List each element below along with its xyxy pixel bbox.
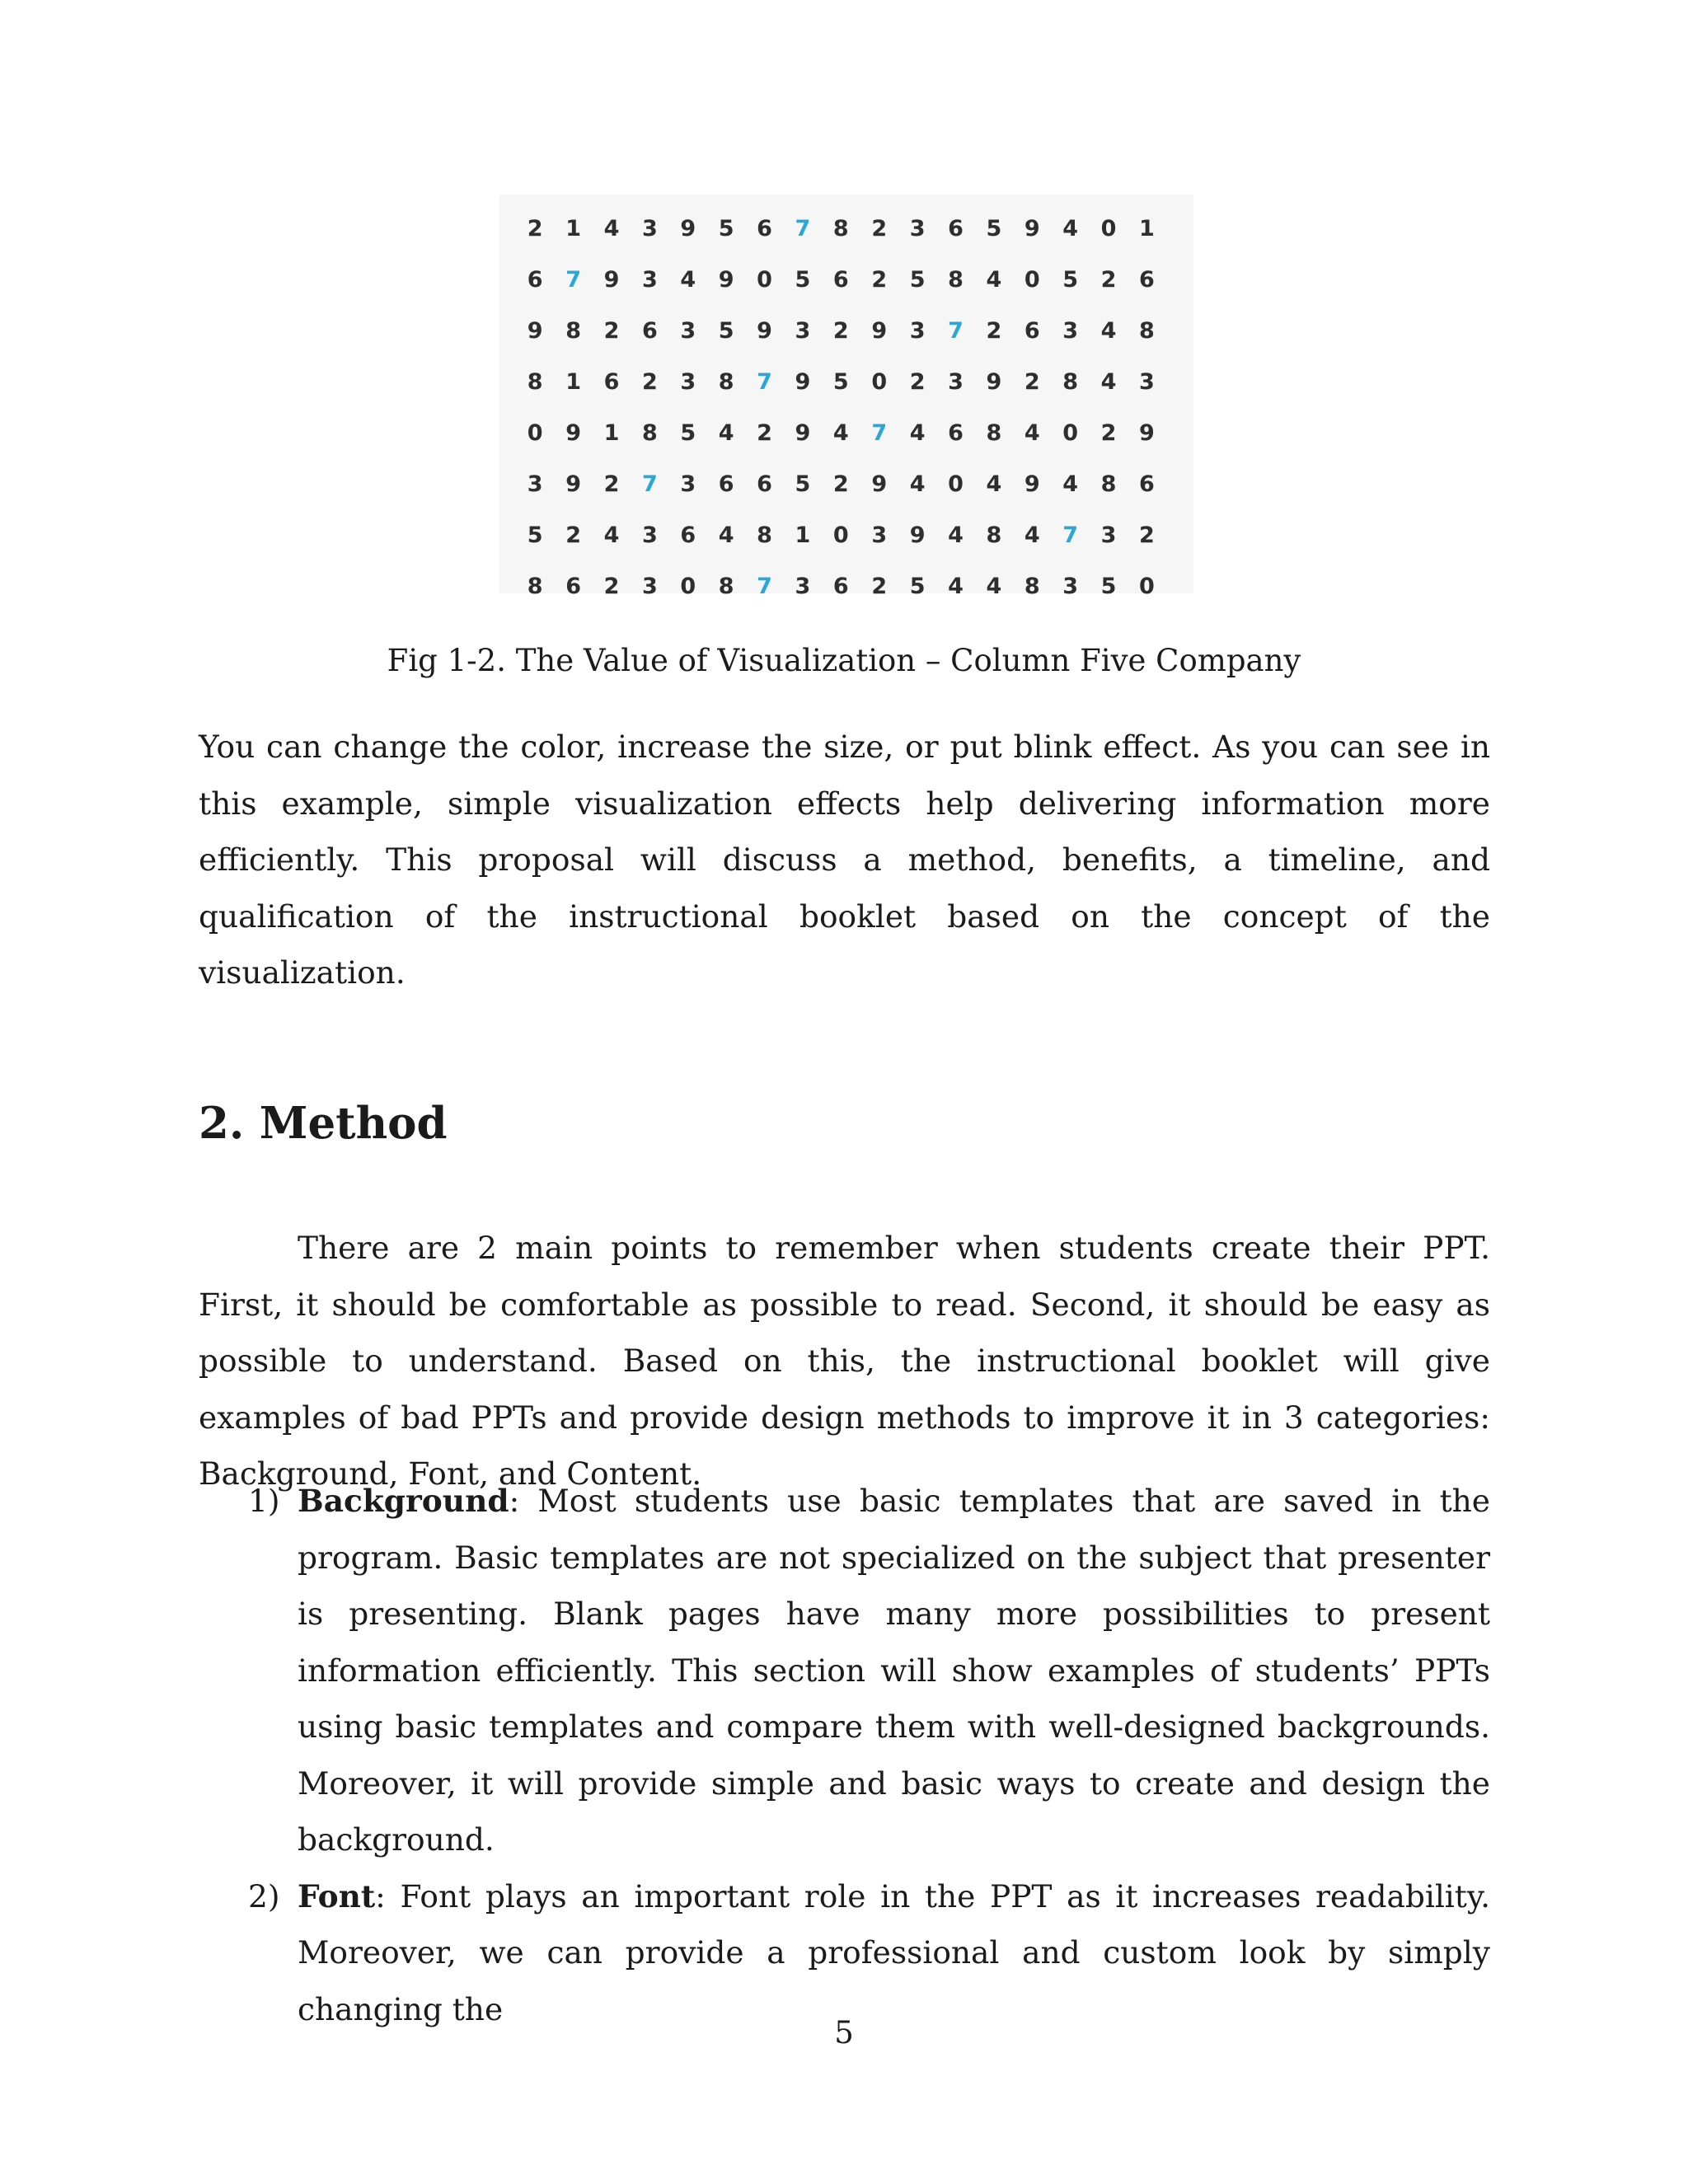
grid-digit: 8 [641,419,658,446]
grid-digit: 6 [718,471,734,497]
grid-digit: 4 [986,573,1002,599]
grid-digit: 9 [795,368,811,395]
grid-digit: 0 [948,471,964,497]
grid-digit: 4 [909,419,926,446]
grid-digit: 4 [718,522,734,548]
grid-digit: 0 [1062,419,1079,446]
grid-digit: 8 [527,368,543,395]
grid-digit: 6 [1139,266,1155,293]
grid-digit: 4 [832,419,849,446]
list-item [199,1868,1490,2038]
grid-digit: 9 [871,471,888,497]
grid-digit: 9 [757,317,772,344]
grid-digit: 2 [986,317,1002,344]
grid-digit: 6 [948,419,964,446]
grid-digit: 1 [603,419,620,446]
grid-digit: 3 [1100,522,1117,548]
grid-digit: 4 [718,419,734,446]
grid-digit: 5 [832,368,849,395]
grid-digit: 5 [718,215,734,241]
grid-digit: 3 [641,522,658,548]
intro-paragraph: You can change the color, increase the size, or put blink effect. As you can see in this example, simple visualization effects help delivering information more efficiently. This proposal will discuss a method, benefits, a timeline, and qualification of the instructional booklet based on the concept of the visualization. [199,729,1490,991]
grid-digit: 6 [680,522,696,548]
grid-digit: 2 [832,471,849,497]
grid-digit: 2 [603,471,620,497]
grid-digit: 9 [718,266,734,293]
grid-digit: 9 [680,215,696,241]
grid-digit: 5 [986,215,1002,241]
grid-digit: 6 [1024,317,1040,344]
list-item [199,1473,1490,1868]
grid-digit: 2 [757,419,772,446]
grid-digit: 6 [641,317,658,344]
grid-digit: 6 [832,266,849,293]
grid-digit: 6 [527,266,543,293]
grid-digit: 9 [527,317,543,344]
list-item-number: 2) [248,1877,280,1915]
grid-digit: 2 [909,368,926,395]
grid-digit: 0 [757,266,772,293]
grid-digit: 3 [1062,573,1079,599]
grid-digit: 1 [565,215,581,241]
grid-digit: 3 [641,215,658,241]
grid-digit: 5 [1062,266,1079,293]
grid-digit: 6 [757,471,772,497]
grid-digit: 9 [1024,471,1040,497]
grid-digit: 3 [1139,368,1155,395]
grid-digit: 9 [565,471,581,497]
list-item-term: Font [298,1877,376,1915]
grid-digit: 6 [565,573,581,599]
grid-digit: 5 [527,522,543,548]
grid-digit: 4 [1100,317,1117,344]
grid-digit: 3 [909,215,926,241]
grid-digit: 7 [1062,522,1079,548]
grid-digit: 7 [795,215,811,241]
grid-digit: 9 [565,419,581,446]
grid-digit: 3 [948,368,964,395]
grid-digit: 1 [1139,215,1155,241]
grid-digit: 1 [795,522,811,548]
grid-digit: 8 [1139,317,1155,344]
grid-digit: 8 [718,368,734,395]
grid-digit: 5 [795,266,811,293]
grid-digit: 2 [832,317,849,344]
grid-digit: 4 [986,471,1002,497]
grid-digit: 0 [1139,573,1155,599]
grid-digit: 5 [718,317,734,344]
grid-digit: 4 [603,522,620,548]
list-item-text: : Most students use basic templates that are saved in the program. Basic templates are not specialized on the subject that presenter is presenting. Blank pages have many more possibilities to present information efficiently. This section will show examples of students’ PPTs using basic templates and compare them with well-designed backgrounds. Moreover, it will provide simple and basic ways to create and design the background. [298,1483,1490,1858]
grid-digit: 9 [1139,419,1155,446]
grid-digit: 9 [986,368,1002,395]
page-number: 5 [834,2015,854,2050]
grid-digit: 2 [1139,522,1155,548]
grid-digit: 8 [832,215,849,241]
grid-digit: 3 [909,317,926,344]
grid-digit: 2 [871,573,888,599]
grid-digit: 5 [909,573,926,599]
grid-digit: 2 [603,317,620,344]
grid-digit: 3 [1062,317,1079,344]
grid-digit: 2 [603,573,620,599]
grid-digit: 4 [1062,215,1079,241]
list-item-number: 1) [248,1483,280,1519]
grid-digit: 2 [1100,419,1117,446]
grid-digit: 3 [641,266,658,293]
grid-digit: 4 [986,266,1002,293]
grid-digit: 5 [1100,573,1117,599]
grid-digit: 4 [948,573,964,599]
grid-digit: 3 [527,471,543,497]
figure-caption: Fig 1-2. The Value of Visualization – Column Five Company [387,643,1301,678]
digit-grid-figure [499,194,1193,599]
grid-digit: 0 [527,419,543,446]
grid-digit: 8 [718,573,734,599]
grid-digit: 0 [832,522,849,548]
grid-digit: 3 [680,317,696,344]
grid-digit: 0 [1100,215,1117,241]
grid-digit: 0 [1024,266,1040,293]
grid-digit: 1 [565,368,581,395]
grid-digit: 4 [603,215,620,241]
grid-digit: 9 [909,522,926,548]
grid-digit: 3 [680,471,696,497]
grid-digit: 4 [1024,419,1040,446]
grid-digit: 8 [527,573,543,599]
grid-digit: 7 [871,419,888,446]
grid-digit: 6 [603,368,620,395]
grid-digit: 2 [871,215,888,241]
grid-digit: 2 [1024,368,1040,395]
grid-digit: 3 [641,573,658,599]
grid-digit: 8 [757,522,772,548]
grid-digit: 6 [948,215,964,241]
grid-digit: 4 [1062,471,1079,497]
grid-digit: 4 [909,471,926,497]
method-paragraph: There are 2 main points to remember when students create their PPT. First, it should be comfortable as possible to read. Second, it should be easy as possible to understand. Based on this, the instructional booklet will give examples of bad PPTs and provide design methods to improve it in 3 categories: Background, Font, and Content. [199,1230,1490,1492]
grid-digit: 0 [680,573,696,599]
grid-digit: 3 [795,573,811,599]
category-list [199,1473,1490,2037]
grid-digit: 8 [1062,368,1079,395]
grid-digit: 6 [1139,471,1155,497]
grid-digit: 4 [1024,522,1040,548]
grid-digit: 7 [948,317,964,344]
grid-digit: 8 [1024,573,1040,599]
grid-digit: 9 [1024,215,1040,241]
grid-digit: 7 [757,368,772,395]
grid-digit: 9 [871,317,888,344]
grid-digit: 5 [795,471,811,497]
grid-digit: 2 [1100,266,1117,293]
grid-digit: 7 [565,266,581,293]
grid-digit: 7 [757,573,772,599]
grid-digit: 8 [986,522,1002,548]
grid-digit: 2 [527,215,543,241]
list-item-text: : Font plays an important role in the PPT as it increases readability. Moreover, we can provide a professional and custom look by simply changing the [298,1877,1490,2027]
digit-grid [516,203,1177,612]
grid-digit: 3 [680,368,696,395]
section-heading: 2. Method [199,1098,448,1149]
grid-digit: 3 [871,522,888,548]
grid-digit: 8 [1100,471,1117,497]
grid-digit: 4 [948,522,964,548]
grid-digit: 8 [986,419,1002,446]
grid-digit: 8 [948,266,964,293]
grid-digit: 6 [832,573,849,599]
grid-digit: 0 [871,368,888,395]
grid-digit: 5 [680,419,696,446]
grid-digit: 2 [641,368,658,395]
grid-digit: 8 [565,317,581,344]
grid-digit: 4 [1100,368,1117,395]
grid-digit: 9 [795,419,811,446]
grid-digit: 2 [871,266,888,293]
grid-digit: 4 [680,266,696,293]
grid-digit: 6 [757,215,772,241]
list-item-term: Background [298,1483,509,1519]
grid-digit: 5 [909,266,926,293]
grid-digit: 3 [795,317,811,344]
grid-digit: 9 [603,266,620,293]
grid-digit: 7 [641,471,658,497]
grid-digit: 2 [565,522,581,548]
